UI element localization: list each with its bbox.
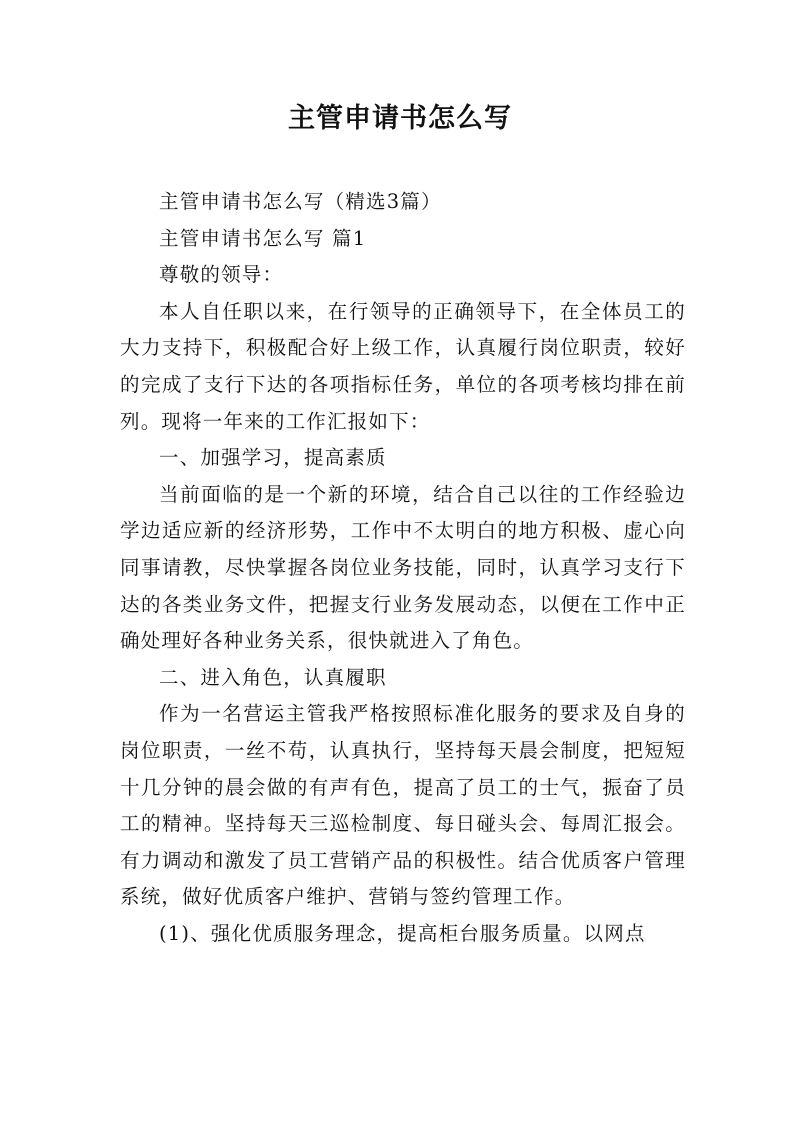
paragraph-heading-2: 二、进入角色，认真履职 (159, 665, 387, 689)
paragraph-body-3: (1)、强化优质服务理念，提高柜台服务质量。以网点 (159, 921, 646, 945)
paragraph-body-1: 当前面临的是一个新的环境，结合自己以往的工作经验边学边适应新的经济形势，工作中不太明白的地方积极、虚心向同事请教，尽快掌握各岗位业务技能，同时，认真学习支行下达的各类业务文件，把握支行业务发展动态，以便在工作中正确处理好各种业务关系，很快就进入了角色。 (120, 482, 686, 653)
paragraph-section-heading: 主管申请书怎么写 篇1 (159, 226, 367, 250)
paragraph-subtitle: 主管申请书怎么写（精选3篇） (159, 190, 442, 213)
document-body (120, 184, 686, 952)
paragraph-salutation: 尊敬的领导： (159, 263, 284, 287)
paragraph-body-2: 作为一名营运主管我严格按照标准化服务的要求及自身的岗位职责，一丝不苟，认真执行，坚持每天晨会制度，把短短十几分钟的晨会做的有声有色，提高了员工的士气，振奋了员工的精神。坚持每天三巡检制度、每日碰头会、每周汇报会。有力调动和激发了员工营销产品的积极性。结合优质客户管理系统，做好优质客户维护、营销与签约管理工作。 (120, 702, 686, 909)
document-title: 主管申请书怎么写 (288, 103, 512, 134)
paragraph-heading-1: 一、加强学习，提高素质 (159, 446, 387, 470)
paragraph-intro: 本人自任职以来，在行领导的正确领导下，在全体员工的大力支持下，积极配合好上级工作，认真履行岗位职责，较好的完成了支行下达的各项指标任务，单位的各项考核均排在前列。现将一年来的工作汇报如下： (120, 299, 686, 433)
